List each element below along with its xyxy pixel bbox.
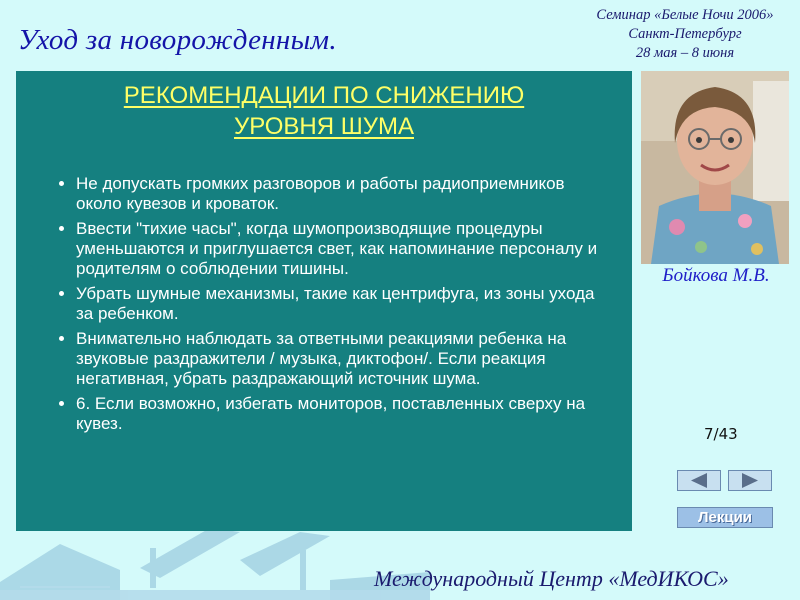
speaker-photo — [641, 71, 789, 264]
panel-heading-line-2: УРОВНЯ ШУМА — [234, 113, 414, 140]
list-item: • Ввести "тихие часы", когда шумопроизводящие процедуры уменьшаются и приглушается свет, как напоминание персоналу и родителям о соблюдении тишины. — [76, 219, 612, 279]
previous-slide-button[interactable] — [677, 470, 721, 491]
panel-heading — [16, 80, 632, 142]
seminar-info — [580, 6, 790, 63]
seminar-dates: 28 мая – 8 июня — [635, 45, 735, 61]
seminar-title: Семинар «Белые Ночи 2006» — [596, 7, 774, 23]
lectures-button[interactable]: Лекции — [677, 507, 773, 528]
list-item: • 6. Если возможно, избегать мониторов, поставленных сверху на кувез. — [76, 394, 612, 434]
list-item: • Убрать шумные механизмы, такие как центрифуга, из зоны ухода за ребенком. — [76, 284, 612, 324]
content-panel — [16, 71, 632, 531]
page-counter: 7/43 — [704, 425, 738, 443]
list-item: • Внимательно наблюдать за ответными реакциями ребенка на звуковые раздражители / музыка, диктофон/. Если реакция негативная, убрать раздражающий источник шума. — [76, 329, 612, 389]
footer-organization: Международный Центр «МедИКОС» — [374, 566, 729, 591]
speaker-name: Бойкова М.В. — [662, 265, 770, 286]
recommendation-list — [16, 174, 632, 434]
triangle-left-icon — [678, 471, 720, 490]
seminar-city: Санкт-Петербург — [628, 26, 742, 42]
list-item: • Не допускать громких разговоров и работы радиоприемников около кувезов и кроваток. — [76, 174, 612, 214]
triangle-right-icon — [729, 471, 771, 490]
next-slide-button[interactable] — [728, 470, 772, 491]
bridge-silhouette-decoration — [0, 520, 430, 600]
panel-heading-line-1: РЕКОМЕНДАЦИИ ПО СНИЖЕНИЮ — [123, 82, 525, 109]
page-title: Уход за новорожденным. — [18, 24, 337, 56]
